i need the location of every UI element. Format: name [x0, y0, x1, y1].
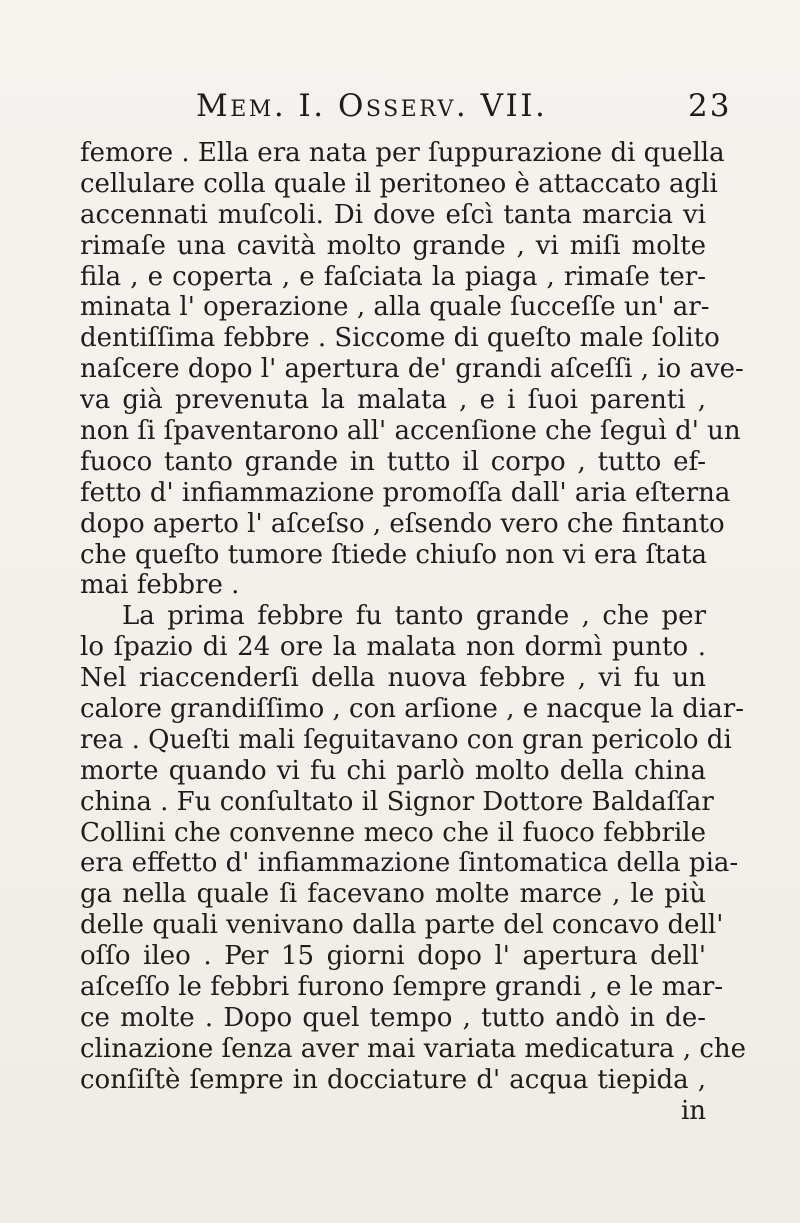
text-line: clinazione ſenza aver mai variata medicatura , che [80, 1033, 747, 1064]
text-line: oſſo ileo . Per 15 giorni dopo l' apertura dell' [80, 941, 706, 972]
text-line: calore grandiſſimo , con arſione , e nacque la diar- [80, 694, 744, 725]
text-line: lo ſpazio di 24 ore la malata non dormì punto . [80, 632, 706, 663]
text-line: femore . Ella era nata per ſuppurazione di quella [80, 138, 725, 168]
text-line: aſceſſo le febbri furono ſempre grandi , e le mar- [80, 972, 724, 1003]
page-header [0, 88, 800, 128]
text-line: cellulare colla quale il peritoneo è attaccato agli [80, 168, 718, 199]
text-line: dentiſſima febbre . Siccome di queſto male ſolito [80, 323, 720, 354]
page-number: 23 [688, 88, 732, 124]
text-line: fuoco tanto grande in tutto il corpo , tutto ef- [80, 446, 706, 477]
text-line: delle quali venivano dalla parte del concavo dell' [80, 910, 724, 941]
text-line: non ſi ſpaventarono all' accenſione che ſeguì d' un [80, 416, 741, 447]
text-line: che queſto tumore ſtiede chiuſo non vi era ſtata [80, 539, 708, 570]
text-line: va già prevenuta la malata , e i ſuoi parenti , [80, 385, 706, 416]
text-line: china . Fu conſultato il Signor Dottore Baldaſſar [80, 786, 714, 817]
text-line: fila , e coperta , e faſciata la piaga , rimaſe ter- [80, 261, 706, 292]
text-line: conſiſtè ſempre in docciature d' acqua tiepida , [80, 1064, 706, 1095]
text-line: morte quando vi fu chi parlò molto della china [80, 755, 706, 786]
text-line: La prima febbre fu tanto grande , che per [122, 601, 706, 632]
text-line: accennati muſcoli. Di dove eſcì tanta marcia vi [80, 199, 706, 230]
text-line: ga nella quale ſi facevano molte marce , le più [80, 879, 706, 910]
text-line: mai febbre . [80, 570, 240, 601]
text-line: rea . Queſti mali ſeguitavano con gran pericolo di [80, 724, 732, 755]
text-line: fetto d' infiammazione promoſſa dall' aria eſterna [80, 477, 731, 508]
text-line: minata l' operazione , alla quale ſucceſſe un' ar- [80, 292, 710, 323]
text-line: Collini che convenne meco che il fuoco febbrile [80, 817, 706, 848]
text-line: Nel riaccenderſi della nuova febbre , vi fu un [80, 663, 706, 694]
body-text [80, 138, 747, 1127]
text-line: dopo aperto l' aſceſso , eſsendo vero che fintanto [80, 508, 725, 539]
text-line: rimaſe una cavità molto grande , vi miſi molte [80, 230, 706, 261]
text-line: era effetto d' infiammazione ſintomatica della pia- [80, 848, 739, 879]
text-line: ce molte . Dopo quel tempo , tutto andò in de- [80, 1002, 706, 1033]
catchword: in [680, 1095, 706, 1126]
text-line: naſcere dopo l' apertura de' grandi aſceſſi , io ave- [80, 354, 744, 385]
running-head: Mem. I. Osserv. VII. [196, 88, 548, 124]
